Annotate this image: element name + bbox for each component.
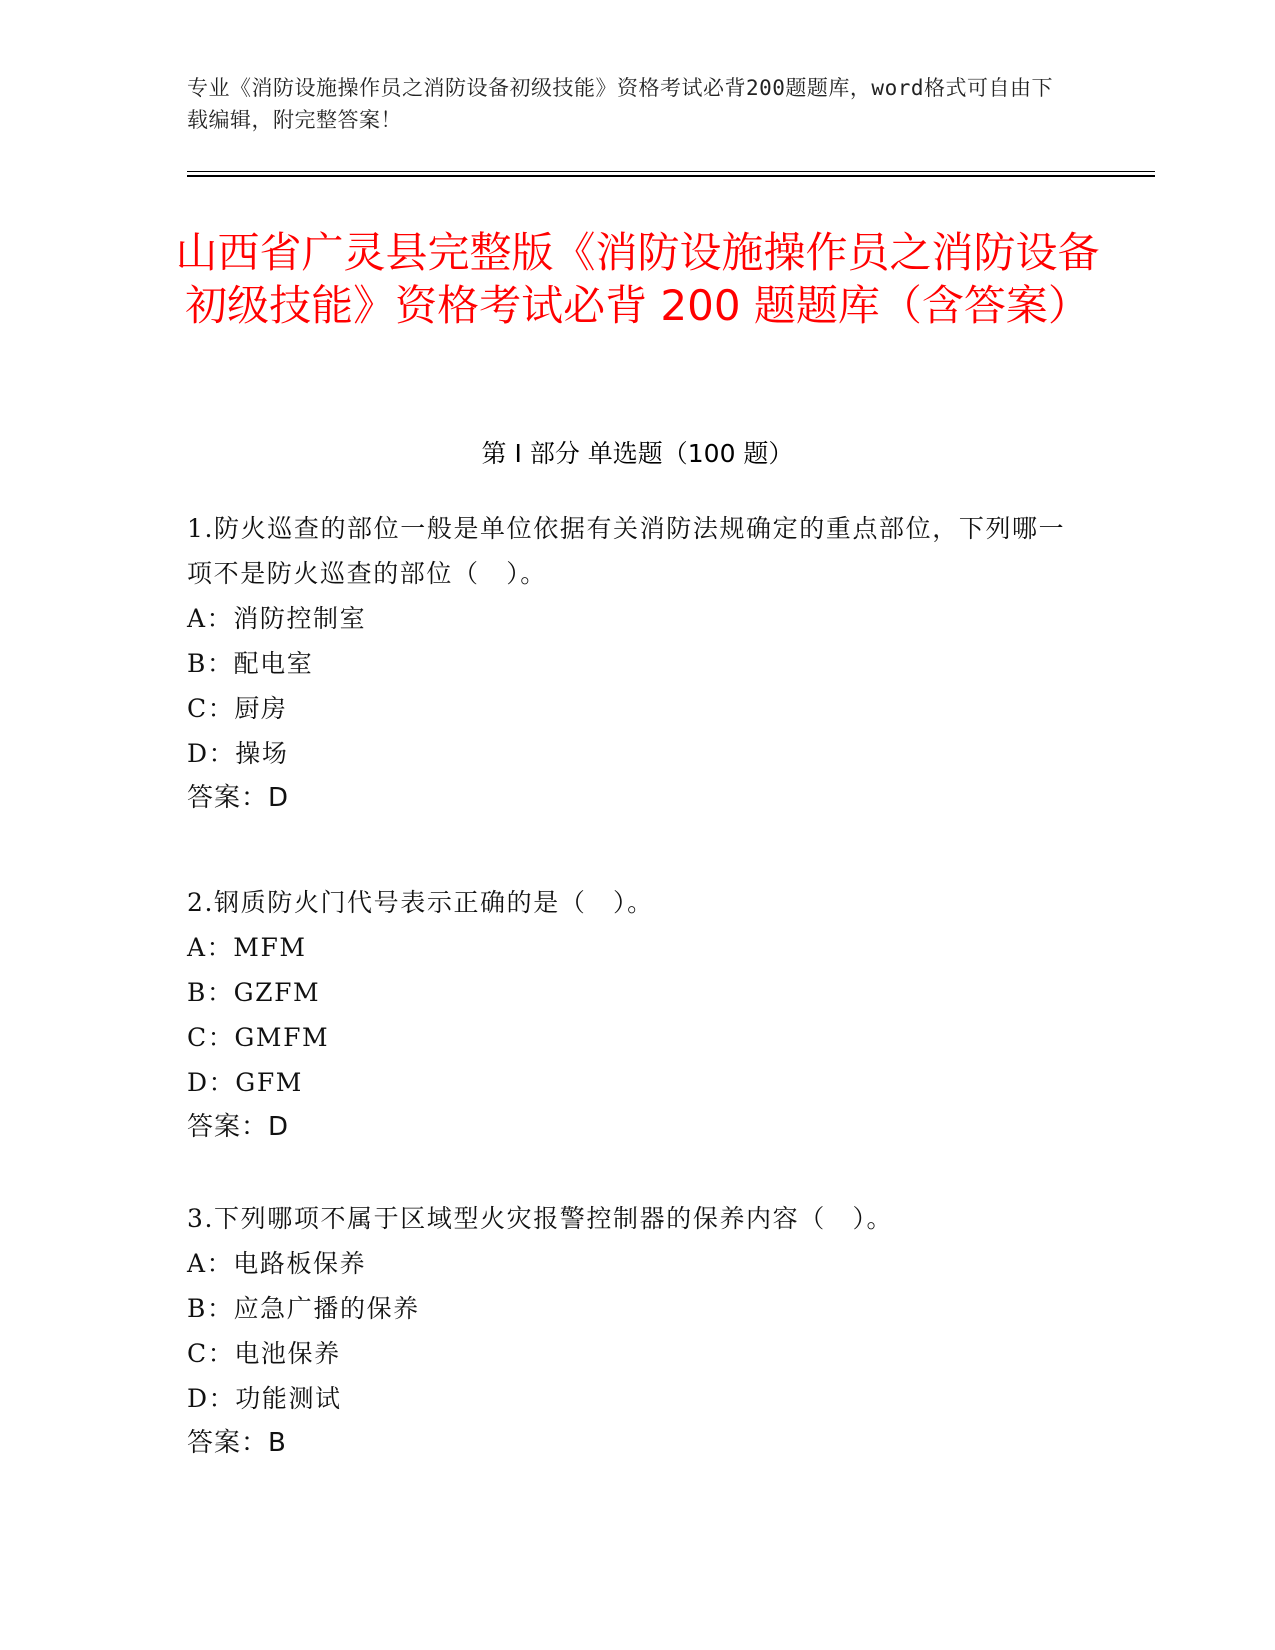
header-rule-top bbox=[187, 171, 1155, 172]
question-2 bbox=[187, 880, 1087, 1150]
question-stem: 1.防火巡查的部位一般是单位依据有关消防法规确定的重点部位，下列哪一项不是防火巡查的部位（ ）。 bbox=[187, 514, 1066, 588]
header-note: 专业《消防设施操作员之消防设备初级技能》资格考试必背200题题库，word格式可自由下载编辑，附完整答案！ bbox=[187, 76, 1053, 132]
option-a: A：消防控制室 bbox=[187, 604, 367, 633]
document-title: 山西省广灵县完整版《消防设施操作员之消防设备初级技能》资格考试必背 200 题题库（含答案） bbox=[175, 228, 1100, 330]
answer: 答案：D bbox=[187, 783, 290, 813]
option-d: D：GFM bbox=[187, 1068, 303, 1097]
option-b: B：应急广播的保养 bbox=[187, 1294, 420, 1323]
option-c: C：电池保养 bbox=[187, 1339, 341, 1368]
question-stem: 2.钢质防火门代号表示正确的是（ ）。 bbox=[187, 888, 654, 917]
option-b: B：配电室 bbox=[187, 649, 314, 678]
option-a: A：电路板保养 bbox=[187, 1249, 367, 1278]
question-stem: 3.下列哪项不属于区域型火灾报警控制器的保养内容（ ）。 bbox=[187, 1204, 894, 1233]
section-title: 第 I 部分 单选题（100 题） bbox=[481, 439, 794, 468]
header-rule-bottom bbox=[187, 175, 1155, 177]
answer: 答案：B bbox=[187, 1428, 287, 1458]
option-d: D：操场 bbox=[187, 739, 289, 768]
option-c: C：GMFM bbox=[187, 1023, 330, 1052]
question-3 bbox=[187, 1196, 1087, 1466]
option-c: C：厨房 bbox=[187, 694, 288, 723]
option-a: A：MFM bbox=[187, 933, 307, 962]
option-d: D：功能测试 bbox=[187, 1384, 342, 1413]
question-1 bbox=[187, 506, 1087, 821]
answer: 答案：D bbox=[187, 1112, 290, 1142]
option-b: B：GZFM bbox=[187, 978, 321, 1007]
